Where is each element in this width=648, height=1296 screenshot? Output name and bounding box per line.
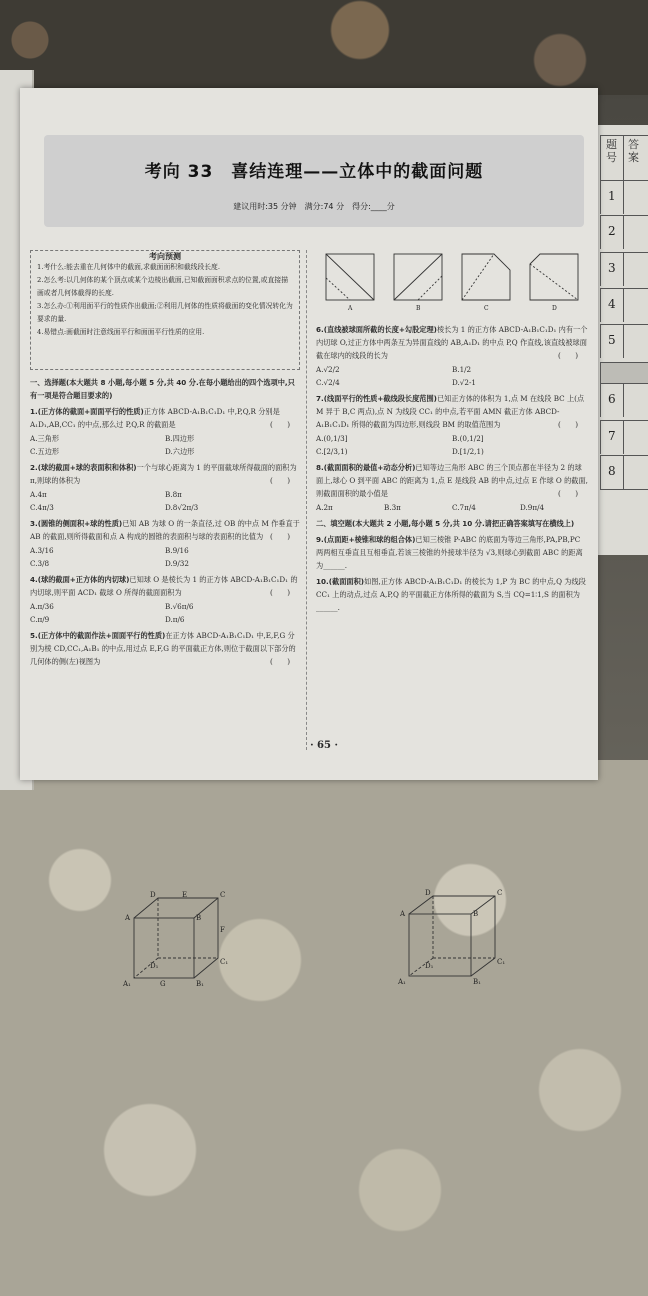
preview-body xyxy=(37,261,293,339)
option: C.√2/4 xyxy=(316,378,340,387)
vertex-label: E xyxy=(182,891,188,899)
option: C.[2/3,1) xyxy=(316,447,348,456)
option: D.9/32 xyxy=(165,559,189,568)
answer-key-header xyxy=(600,135,648,181)
vertex-label: D₁ xyxy=(425,962,434,970)
option: C.7π/4 xyxy=(452,503,476,512)
page-number: · 65 · xyxy=(310,740,338,751)
option: D.[1/2,1) xyxy=(452,447,484,456)
background-fabric-top xyxy=(0,0,648,95)
option: A.√2/2 xyxy=(316,365,340,374)
option: D.9π/4 xyxy=(520,503,545,512)
option: A.2π xyxy=(316,503,333,512)
question-1-options xyxy=(30,432,300,458)
vertex-label: B xyxy=(196,914,202,922)
preview-line: 4.易错点:画截面时注意线面平行和面面平行性质的应用. xyxy=(37,328,205,336)
option: A.三角形 xyxy=(30,434,60,443)
option: D.√2-1 xyxy=(452,378,476,387)
vertex-label: A₁ xyxy=(398,978,406,986)
section-heading-choice: 一、选择题(本大题共 8 小题,每小题 5 分,共 40 分.在每小题给出的四个选项中,只有一项是符合题目要求的) xyxy=(30,378,295,400)
page-title: 考向 33 喜结连理——立体中的截面问题 xyxy=(144,162,484,182)
answer-key-row: 8 xyxy=(600,455,648,490)
question-6-options xyxy=(316,363,588,389)
right-column xyxy=(316,320,588,615)
preview-box xyxy=(30,250,300,370)
answer-key-row: 4 xyxy=(600,288,648,322)
vertex-label: A xyxy=(400,910,406,918)
question-7: 7.(线面平行的性质+截线段长度范围)已知正方体的体积为 1,点 M 在线段 BC 上(点 M 异于 B,C 两点),点 N 为线段 CC₁ 的中点,若平面 AMN 截正方体 ABCD-A₁B₁C₁D₁ 所得的截面为四边形,则线段 BM 的取值范围为 ( ) xyxy=(316,394,585,429)
answer-key-row: 2 xyxy=(600,215,648,249)
question-3-options xyxy=(30,544,300,570)
vertex-label: B xyxy=(473,910,479,918)
vertex-label: D xyxy=(150,891,156,899)
preview-heading: 考向预测 xyxy=(143,252,187,261)
preview-line: 3.怎么办:①利用面平行的性质作出截面;②利用几何体的性质将截面的变化情况转化为要求的量. xyxy=(37,302,293,323)
answer-key-row: 3 xyxy=(600,252,648,286)
answer-key-row: 7 xyxy=(600,420,648,454)
vertex-label: D₁ xyxy=(150,962,159,970)
vertex-label: C₁ xyxy=(220,958,229,966)
option: B.3π xyxy=(384,503,401,512)
diagram-label: D xyxy=(552,305,557,312)
answer-key-header-num: 题号 xyxy=(606,138,617,164)
score-meta: 建议用时:35 分钟 满分:74 分 得分:____分 xyxy=(233,202,395,211)
vertex-label: C xyxy=(220,891,226,899)
q5-option-diagrams xyxy=(318,250,588,315)
title-banner xyxy=(44,135,584,227)
vertex-label: F xyxy=(220,926,225,934)
preview-line: 1.考什么:能去重在几何体中的截面,求截面面积和截线段长度. xyxy=(37,263,221,271)
answer-key-gap xyxy=(600,362,648,383)
vertex-label: A xyxy=(125,914,131,922)
question-6: 6.(直线被球面所截的长度+勾股定理)棱长为 1 的正方体 ABCD-A₁B₁C₁D₁ 内有一个内切球 O,过正方体中两条互为异面直线的 AB,A₁D₁ 的中点 P,Q 作直线,该直线被球面截在球内的线段的长为 ( ) xyxy=(316,325,588,360)
question-7-options xyxy=(316,432,588,458)
option: B.(0,1/2] xyxy=(452,434,484,443)
option: B.1/2 xyxy=(452,365,472,374)
question-4-options xyxy=(30,600,300,626)
question-10: 10.(截面面积)如图,正方体 ABCD-A₁B₁C₁D₁ 的棱长为 1,P 为 BC 的中点,Q 为线段 CC₁ 上的动点,过点 A,P,Q 的平面截正方体所得的截面为 S,当 CQ=1∶1,S 的面积为______. xyxy=(316,577,586,612)
answer-key-row: 5 xyxy=(600,324,648,358)
question-3: 3.(圆锥的侧面积+球的性质)已知 AB 为球 O 的一条直径,过 OB 的中点 M 作垂直于 AB 的截面,则所得截面和点 A 构成的圆锥的表面积与球的表面积的比值为 ( ) xyxy=(30,519,300,541)
answer-key-row: 1 xyxy=(600,180,648,214)
option: D.六边形 xyxy=(165,447,195,456)
option: A.3/16 xyxy=(30,546,54,555)
diagram-label: B xyxy=(416,305,421,312)
vertex-label: D xyxy=(425,889,431,897)
option: B.√6π/6 xyxy=(165,602,194,611)
section-heading-fill: 二、填空题(本大题共 2 小题,每小题 5 分,共 10 分.请把正确答案填写在横线上) xyxy=(316,519,575,528)
question-4: 4.(球的截面+正方体的内切球)已知球 O 是棱长为 1 的正方体 ABCD-A₁B₁C₁D₁ 的内切球,则平面 ACD₁ 截球 O 所得的截面面积为 ( ) xyxy=(30,575,298,597)
option: B.9/16 xyxy=(165,546,189,555)
question-9: 9.(点面距+棱锥和球的组合体)已知三棱锥 P-ABC 的底面为等边三角形,PA,PB,PC 两两相互垂直且互相垂直,若该三棱锥的外接球半径为 √3,则球心到截面 ABC 的距离为______. xyxy=(316,535,583,570)
question-8: 8.(截面面积的最值+动态分析)已知等边三角形 ABC 的三个顶点都在半径为 2 的球面上,球心 O 到平面 ABC 的距离为 1,点 E 是线段 AB 的中点,过点 E 作球 O 的截面,则截面面积的最小值是 ( ) xyxy=(316,463,588,498)
diagram-label: C xyxy=(484,305,489,312)
option: A.π/36 xyxy=(30,602,54,611)
option: A.(0,1/3] xyxy=(316,434,348,443)
option: B.8π xyxy=(165,490,182,499)
option: B.四边形 xyxy=(165,434,195,443)
question-8-options xyxy=(316,501,588,514)
preview-line: 2.怎么考:以几何体的某个顶点或某个边棱出截面,已知截面面积求点的位置,或直接描画或者几何体截得的长度. xyxy=(37,276,288,297)
vertex-label: C₁ xyxy=(497,958,506,966)
option: C.五边形 xyxy=(30,447,60,456)
question-2: 2.(球的截面+球的表面积和体积)一个与球心距离为 1 的平面截球所得截面的面积为 π,则球的体积为 ( ) xyxy=(30,463,297,485)
question-5: 5.(正方体中的截面作法+面面平行的性质)在正方体 ABCD-A₁B₁C₁D₁ 中,E,F,G 分别为棱 CD,CC₁,A₁B₁ 的中点,用过点 E,F,G 的平面截正方体,则位于截面以下部分的几何体的侧(左)视图为 ( ) xyxy=(30,631,296,666)
vertex-label: G xyxy=(160,980,166,988)
question-2-options xyxy=(30,488,300,514)
vertex-label: A₁ xyxy=(123,980,131,988)
option: C.4π/3 xyxy=(30,503,54,512)
option: D.8√2π/3 xyxy=(165,503,199,512)
vertex-label: B₁ xyxy=(196,980,204,988)
answer-key-divider xyxy=(623,136,624,181)
option: C.π/9 xyxy=(30,615,50,624)
vertex-label: C xyxy=(497,889,503,897)
column-divider xyxy=(306,250,307,750)
diagram-label: A xyxy=(348,305,353,312)
answer-key-row: 6 xyxy=(600,383,648,417)
cube-figure-right xyxy=(395,888,515,988)
cube-figure-left xyxy=(120,890,230,990)
question-1: 1.(正方体的截面+面面平行的性质)正方体 ABCD-A₁B₁C₁D₁ 中,P,Q,R 分别是 A₁D₁,AB,CC₁ 的中点,那么过 P,Q,R 的截面是 ( ) xyxy=(30,407,290,429)
answer-key-header-ans: 答案 xyxy=(628,138,639,164)
background-fabric-bottom xyxy=(0,760,648,1296)
left-column xyxy=(30,376,300,669)
option: D.π/6 xyxy=(165,615,185,624)
option: A.4π xyxy=(30,490,47,499)
vertex-label: B₁ xyxy=(473,978,481,986)
option: C.3/8 xyxy=(30,559,50,568)
